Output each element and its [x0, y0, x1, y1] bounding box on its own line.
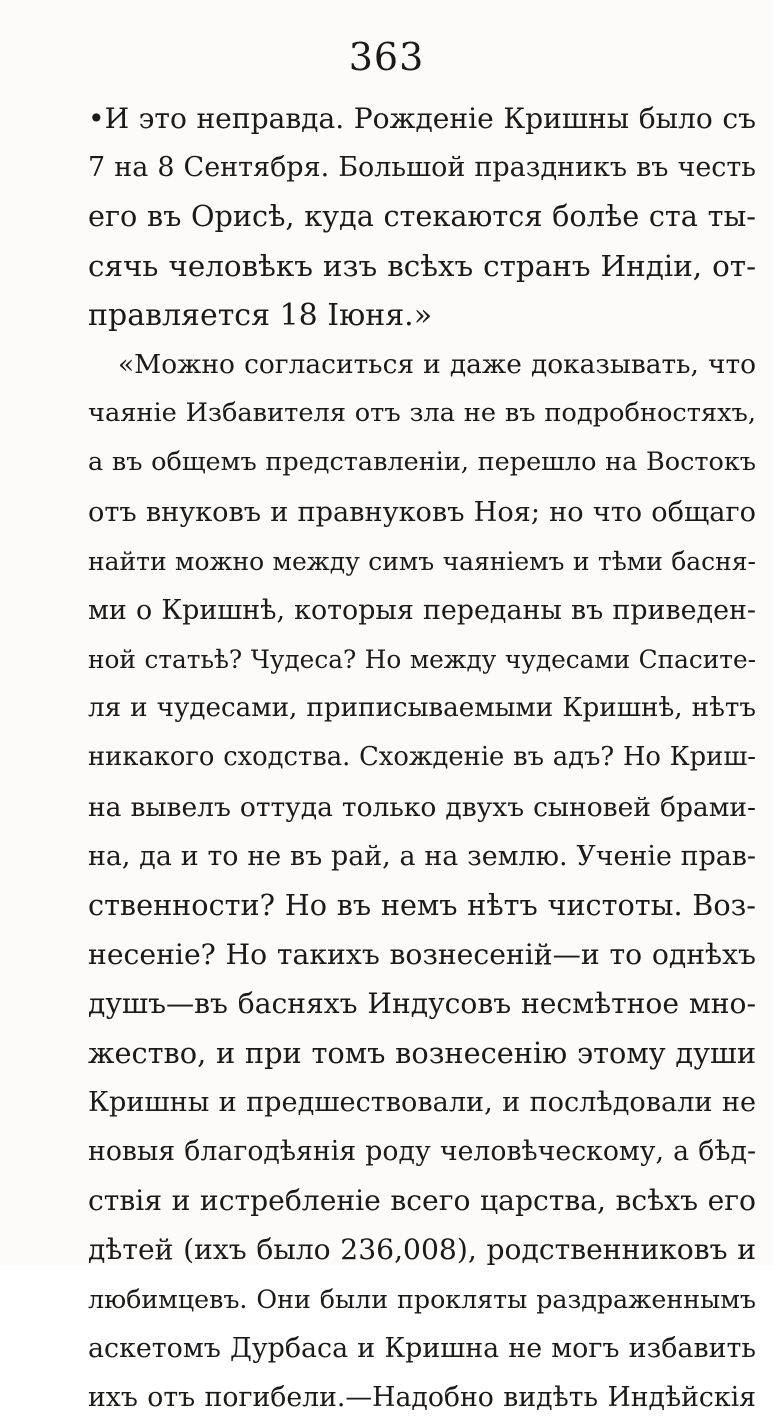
text-line: найти можно между симъ чаяніемъ и тѣми басня- — [88, 546, 756, 576]
text-line: ствія и истребленіе всего царства, всѣхъ его — [88, 1184, 756, 1218]
text-line: правляется 18 Іюня.» — [88, 297, 433, 333]
text-line: •И это неправда. Рожденіе Кришны было съ — [88, 102, 756, 135]
text-line: ственности? Но въ немъ нѣтъ чистоты. Воз- — [88, 888, 756, 922]
text-line: дѣтей (ихъ было 236,008), родственниковъ и — [88, 1233, 756, 1267]
text-line: ихъ отъ погибели.—Надобно видѣть Индѣйскія — [88, 1381, 756, 1413]
page-number: 363 — [348, 35, 425, 79]
text-line: душъ—въ басняхъ Индусовъ несмѣтное мно- — [88, 987, 756, 1021]
text-line: сячь человѣкъ изъ всѣхъ странъ Индіи, от- — [88, 248, 756, 283]
text-line: 7 на 8 Сентября. Большой праздникъ въ честь — [88, 152, 756, 184]
text-line: Кришны и предшествовали, и послѣдовали не — [88, 1086, 756, 1118]
text-line: жество, и при томъ вознесенію этому души — [88, 1035, 756, 1070]
text-line: а въ общемъ представленіи, перешло на Востокъ — [88, 447, 756, 478]
text-line: на, да и то не въ рай, а на землю. Ученіе прав- — [88, 840, 756, 872]
text-line: новыя благодѣянія роду человѣческому, а бѣд- — [88, 1135, 756, 1167]
text-line: любимцевъ. Они были прокляты раздраженнымъ — [88, 1284, 756, 1314]
body-text — [88, 94, 756, 1422]
text-line: на вывелъ оттуда только двухъ сыновей брами- — [88, 791, 756, 823]
text-line: аскетомъ Дурбаса и Кришна не могъ избавить — [88, 1332, 756, 1364]
text-line: чаяніе Избавителя отъ зла не въ подробностяхъ, — [88, 398, 756, 429]
text-line: несеніе? Но такихъ вознесеній—и то однѣхъ — [88, 938, 756, 972]
text-line: никакого сходства. Схожденіе въ адъ? Но Криш- — [88, 742, 756, 773]
text-line: отъ внуковъ и правнуковъ Ноя; но что общаго — [88, 496, 756, 528]
text-line: ля и чудесами, приписываемыми Кришнѣ, нѣтъ — [88, 693, 756, 724]
text-line: «Можно согласиться и даже доказывать, что — [118, 348, 756, 380]
text-line: его въ Орисѣ, куда стекаются болѣе ста ты- — [88, 199, 756, 234]
text-line: ми о Кришнѣ, которыя переданы въ приведен- — [88, 594, 756, 626]
text-line: ной статьѣ? Чудеса? Но между чудесами Спасите- — [88, 645, 756, 675]
